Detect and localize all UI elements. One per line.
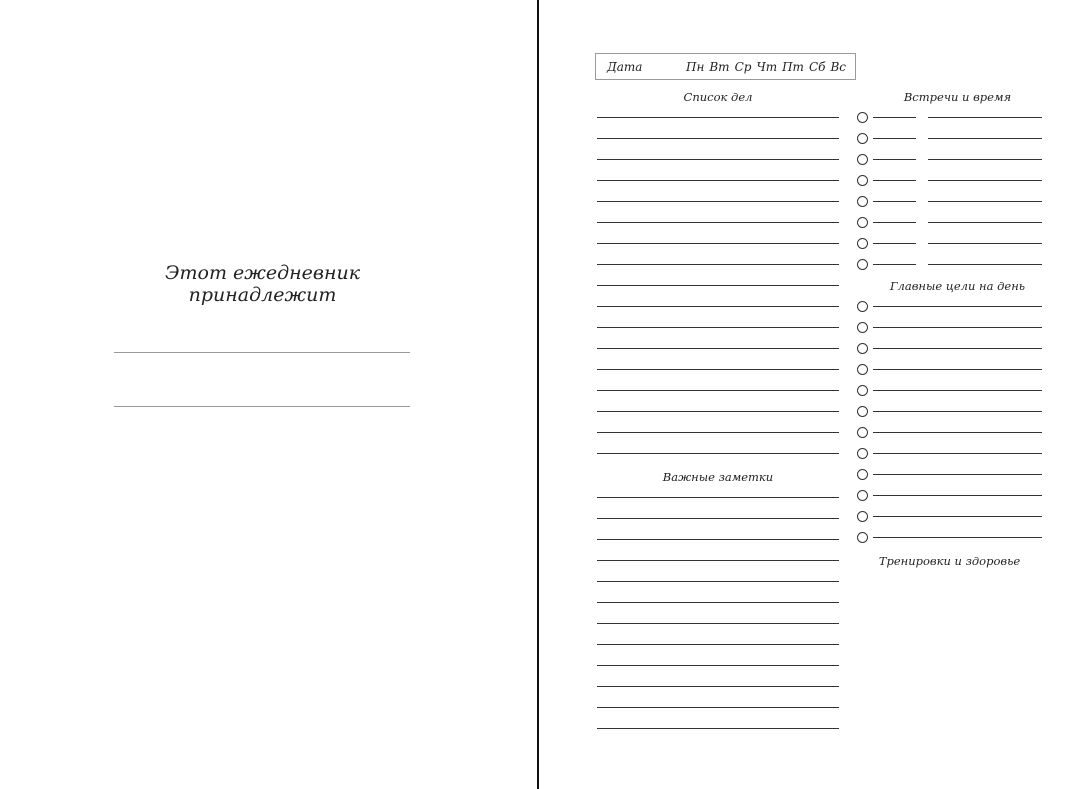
checkbox-circle[interactable] [857,196,868,207]
page-spine [537,0,539,789]
meeting-name-line[interactable] [928,222,1042,223]
meeting-time-line[interactable] [873,117,916,118]
meeting-time-line[interactable] [873,138,916,139]
checkbox-circle[interactable] [857,217,868,228]
meeting-row[interactable] [857,217,1042,229]
meeting-name-line[interactable] [928,264,1042,265]
notes-line[interactable] [597,602,839,603]
notes-line[interactable] [597,581,839,582]
weekday-sun[interactable]: Вс [830,59,846,74]
weekday-tue[interactable]: Вт [709,59,730,74]
goal-row[interactable] [857,448,1042,460]
notes-line[interactable] [597,686,839,687]
notes-line[interactable] [597,728,839,729]
checkbox-circle[interactable] [857,154,868,165]
checkbox-circle[interactable] [857,238,868,249]
goal-row[interactable] [857,532,1042,544]
checkbox-circle[interactable] [857,301,868,312]
notes-line[interactable] [597,539,839,540]
weekday-wed[interactable]: Ср [734,59,752,74]
meeting-time-line[interactable] [873,201,916,202]
meeting-time-line[interactable] [873,180,916,181]
checkbox-circle[interactable] [857,175,868,186]
notes-title: Важные заметки [662,470,774,484]
meeting-name-line[interactable] [928,117,1042,118]
meeting-name-line[interactable] [928,243,1042,244]
checkbox-circle[interactable] [857,532,868,543]
date-box[interactable] [595,53,856,80]
notes-line[interactable] [597,497,839,498]
todo-title: Список дел [683,90,753,104]
notes-line[interactable] [597,707,839,708]
todo-line[interactable] [597,222,839,223]
checkbox-circle[interactable] [857,343,868,354]
todo-line[interactable] [597,432,839,433]
goal-line[interactable] [873,516,1042,517]
checkbox-circle[interactable] [857,364,868,375]
goals-title: Главные цели на день [889,279,1026,293]
goal-row[interactable] [857,469,1042,481]
owner-title: Этот ежедневник принадлежит [164,262,361,306]
todo-line[interactable] [597,159,839,160]
todo-line[interactable] [597,264,839,265]
goal-line[interactable] [873,537,1042,538]
goal-row[interactable] [857,301,1042,313]
weekday-mon[interactable]: Пн [685,59,705,74]
goal-row[interactable] [857,322,1042,334]
goal-row[interactable] [857,406,1042,418]
todo-line[interactable] [597,285,839,286]
goal-row[interactable] [857,427,1042,439]
goal-line[interactable] [873,306,1042,307]
meeting-time-line[interactable] [873,243,916,244]
checkbox-circle[interactable] [857,133,868,144]
weekday-fri[interactable]: Пт [782,59,804,74]
meeting-row[interactable] [857,112,1042,124]
meeting-time-line[interactable] [873,159,916,160]
checkbox-circle[interactable] [857,469,868,480]
todo-line[interactable] [597,243,839,244]
checkbox-circle[interactable] [857,427,868,438]
weekday-selector [686,60,846,74]
todo-line[interactable] [597,411,839,412]
meeting-row[interactable] [857,259,1042,271]
owner-name-line[interactable] [114,406,410,407]
owner-name-line[interactable] [114,352,410,353]
todo-line[interactable] [597,201,839,202]
todo-line[interactable] [597,138,839,139]
checkbox-circle[interactable] [857,448,868,459]
meeting-time-line[interactable] [873,222,916,223]
todo-line[interactable] [597,117,839,118]
weekday-sat[interactable]: Сб [808,59,826,74]
meeting-row[interactable] [857,238,1042,250]
todo-line[interactable] [597,327,839,328]
checkbox-circle[interactable] [857,511,868,522]
goal-line[interactable] [873,474,1042,475]
notes-line[interactable] [597,644,839,645]
goal-row[interactable] [857,511,1042,523]
goal-line[interactable] [873,390,1042,391]
goal-line[interactable] [873,432,1042,433]
meeting-name-line[interactable] [928,180,1042,181]
meeting-row[interactable] [857,175,1042,187]
todo-line[interactable] [597,369,839,370]
goal-line[interactable] [873,369,1042,370]
notes-line[interactable] [597,623,839,624]
notes-line[interactable] [597,560,839,561]
checkbox-circle[interactable] [857,385,868,396]
meeting-row[interactable] [857,196,1042,208]
checkbox-circle[interactable] [857,490,868,501]
date-label: Дата [607,59,643,74]
goal-line[interactable] [873,495,1042,496]
todo-line[interactable] [597,453,839,454]
meeting-time-line[interactable] [873,264,916,265]
goal-row[interactable] [857,385,1042,397]
meeting-row[interactable] [857,133,1042,145]
checkbox-circle[interactable] [857,112,868,123]
goal-line[interactable] [873,453,1042,454]
checkbox-circle[interactable] [857,322,868,333]
goal-line[interactable] [873,348,1042,349]
health-title: Тренировки и здоровье [878,554,1021,568]
goal-row[interactable] [857,343,1042,355]
meeting-name-line[interactable] [928,159,1042,160]
notes-line[interactable] [597,518,839,519]
notes-line[interactable] [597,665,839,666]
goal-line[interactable] [873,411,1042,412]
checkbox-circle[interactable] [857,259,868,270]
meetings-title: Встречи и время [903,90,1012,104]
meeting-name-line[interactable] [928,138,1042,139]
meeting-row[interactable] [857,154,1042,166]
goal-row[interactable] [857,364,1042,376]
todo-line[interactable] [597,180,839,181]
meeting-name-line[interactable] [928,201,1042,202]
todo-line[interactable] [597,348,839,349]
checkbox-circle[interactable] [857,406,868,417]
todo-line[interactable] [597,390,839,391]
todo-line[interactable] [597,306,839,307]
weekday-thu[interactable]: Чт [756,59,778,74]
goal-row[interactable] [857,490,1042,502]
goal-line[interactable] [873,327,1042,328]
